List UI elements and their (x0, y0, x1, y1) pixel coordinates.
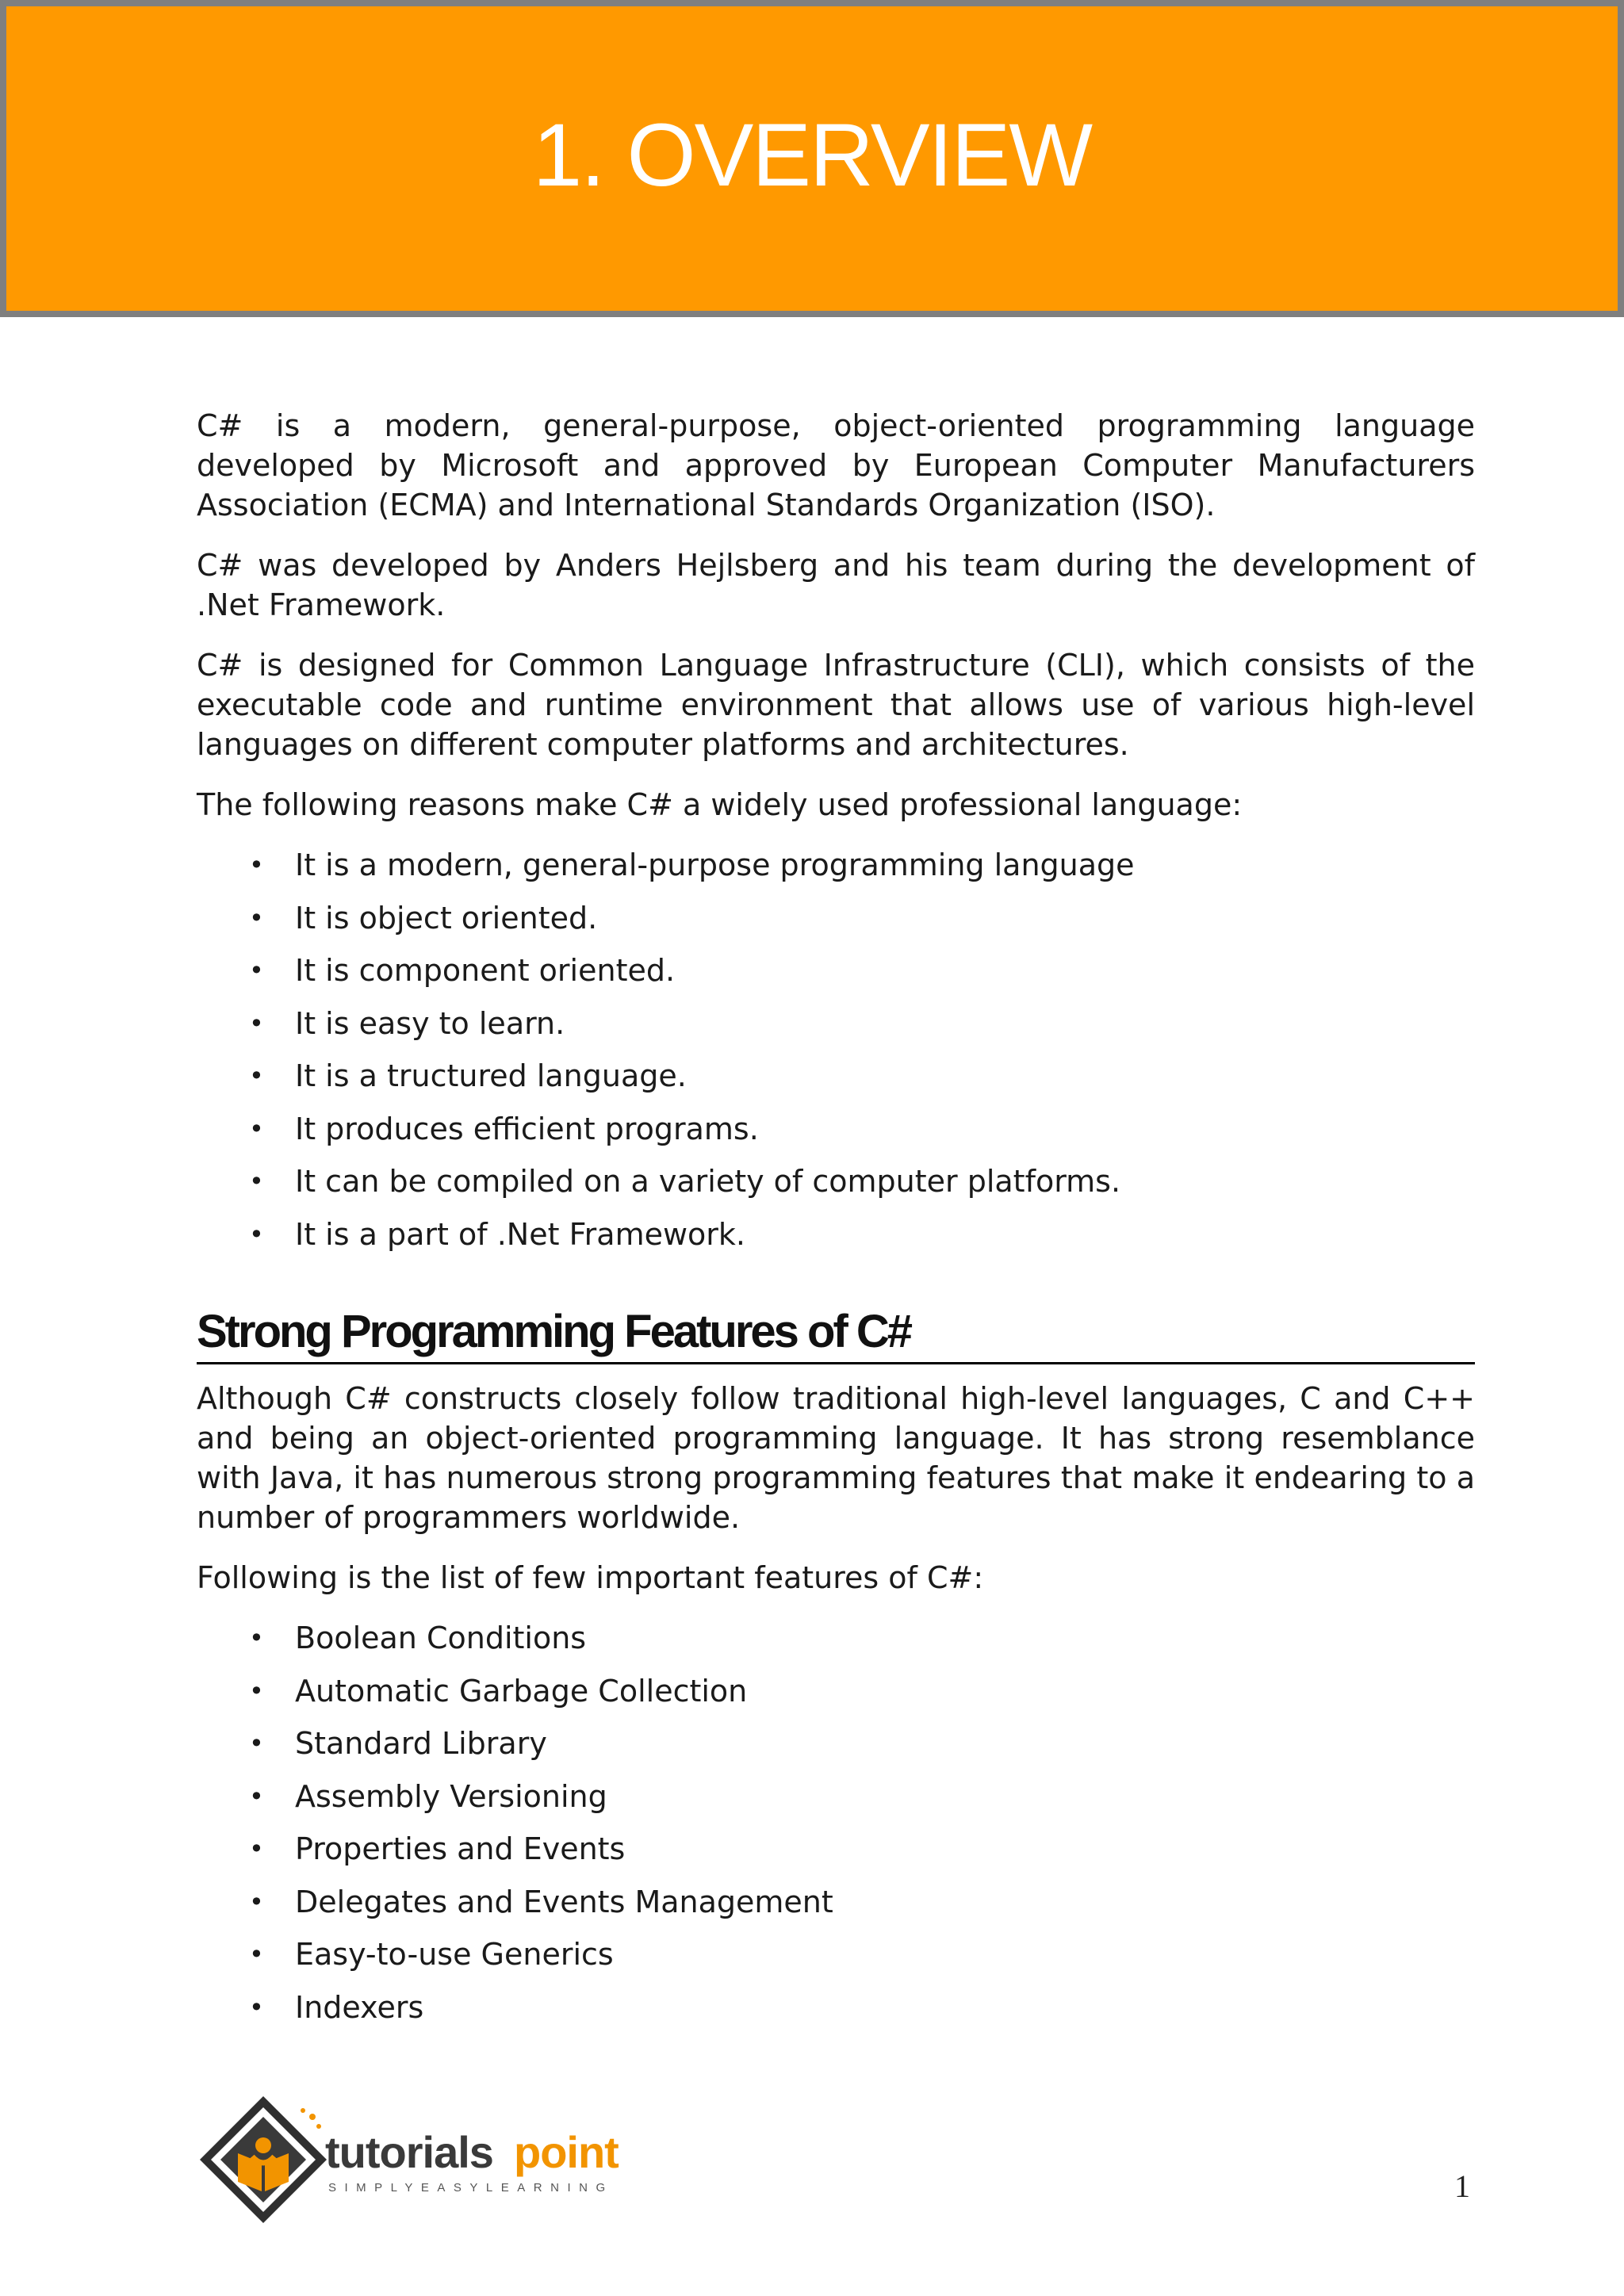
bullet-icon: • (249, 955, 264, 985)
list-item (197, 1161, 1475, 1215)
list-item-label: Boolean Conditions (295, 1621, 587, 1655)
list-item-label: Standard Library (295, 1726, 547, 1761)
list-item-label: Properties and Events (295, 1831, 626, 1866)
list-item-label: Indexers (295, 1989, 424, 2025)
list-item (197, 1777, 1475, 1830)
list-item (197, 845, 1475, 898)
page-number: 1 (1454, 2168, 1470, 2204)
list-item-label: Delegates and Events Management (295, 1884, 833, 1919)
bullet-icon: • (249, 1113, 264, 1144)
bullet-icon: • (249, 1728, 264, 1758)
list-item-label: It is easy to learn. (295, 1005, 565, 1041)
list-item (197, 1056, 1475, 1109)
intro-paragraph: The following reasons make C# a widely used professional language: (197, 787, 1243, 822)
list-item-label: It is a part of .Net Framework. (295, 1216, 745, 1252)
list-item-label: It is object oriented. (295, 900, 598, 936)
bullet-icon: • (249, 1939, 264, 1969)
tutorialspoint-logo-icon (200, 2096, 327, 2223)
list-item (197, 1934, 1475, 1988)
bullet-icon: • (249, 1992, 264, 2022)
bullet-icon: • (249, 1886, 264, 1917)
logo-word-tutorials: tutorials (325, 2127, 493, 2177)
list-item (197, 1004, 1475, 1057)
list-item-label: It is a modern, general-purpose programming language (295, 848, 1135, 882)
bullet-icon: • (249, 1219, 264, 1249)
bullet-icon: • (249, 1675, 264, 1706)
tutorialspoint-logo (197, 2093, 641, 2226)
page-content (197, 406, 1475, 2040)
intro-paragraph: C# is designed for Common Language Infrastructure (CLI), which consists of the executable code and runtime environment that allows use of various high-level languages on different computer platforms and architectures. (197, 648, 1475, 762)
bullet-icon: • (249, 850, 264, 880)
list-item (197, 1109, 1475, 1162)
bullet-icon: • (249, 1061, 264, 1091)
list-item (197, 1724, 1475, 1777)
list-item (197, 898, 1475, 951)
bullet-icon: • (249, 902, 264, 933)
list-item-label: It produces efficient programs. (295, 1111, 759, 1146)
logo-word-point: point (514, 2127, 619, 2177)
list-item-label: It can be compiled on a variety of computer platforms. (295, 1164, 1121, 1199)
bullet-icon: • (249, 1008, 264, 1039)
reasons-list (197, 845, 1475, 1267)
list-item-label: It is component oriented. (295, 953, 676, 988)
bullet-icon: • (249, 1166, 264, 1196)
section-paragraph: Although C# constructs closely follow traditional high-level languages, C and C++ and being an object-oriented programming language. It has strong resemblance with Java, it has numerous strong programming features that make it endearing to a number of programmers worldwide. (197, 1381, 1475, 1535)
features-list (197, 1618, 1475, 2040)
list-item (197, 1671, 1475, 1724)
bullet-icon: • (249, 1623, 264, 1653)
list-item-label: Automatic Garbage Collection (295, 1673, 748, 1709)
list-item-label: Assembly Versioning (295, 1778, 607, 1814)
intro-paragraph: C# is a modern, general-purpose, object-oriented programming language developed by Microsoft and approved by European Computer Manufacturers Association (ECMA) and International Standards Organization (ISO). (197, 408, 1475, 522)
list-item (197, 1882, 1475, 1935)
bullet-icon: • (249, 1834, 264, 1864)
logo-tagline: SIMPLYEASYLEARNING (328, 2181, 614, 2195)
list-item (197, 951, 1475, 1004)
list-item (197, 1618, 1475, 1671)
list-item (197, 1829, 1475, 1882)
intro-paragraph: C# was developed by Anders Hejlsberg and his team during the development of .Net Framework. (197, 548, 1475, 622)
section-heading: Strong Programming Features of C# (197, 1307, 1475, 1364)
list-item (197, 1988, 1475, 2041)
section-paragraph: Following is the list of few important features of C#: (197, 1560, 984, 1595)
bullet-icon: • (249, 1781, 264, 1812)
chapter-banner (0, 0, 1624, 317)
chapter-title: 1. OVERVIEW (532, 105, 1092, 205)
list-item (197, 1215, 1475, 1268)
list-item-label: Easy-to-use Generics (295, 1937, 614, 1972)
list-item-label: It is a tructured language. (295, 1058, 687, 1093)
